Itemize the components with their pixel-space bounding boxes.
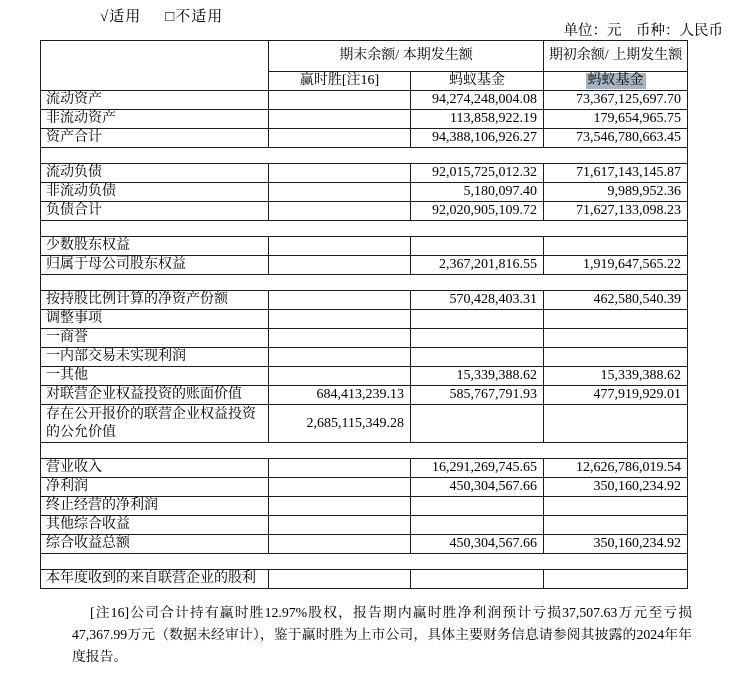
ant-fund-prior-value-cell: 73,367,125,697.70 — [544, 91, 688, 110]
yingshisheng-value-cell — [269, 535, 411, 554]
yingshisheng-column-header: 赢时胜[注16] — [269, 72, 411, 91]
associate-financials-table — [40, 40, 688, 589]
table-row — [41, 237, 688, 256]
ant-fund-current-value-cell: 585,767,791.93 — [411, 386, 544, 405]
ant-fund-current-value-cell: 113,858,922.19 — [411, 110, 544, 129]
table-body — [41, 91, 688, 589]
ant-fund-prior-value-cell: 12,626,786,019.54 — [544, 459, 688, 478]
yingshisheng-value-cell — [269, 310, 411, 329]
row-label-cell: 资产合计 — [41, 129, 269, 148]
ant-fund-current-value-cell — [411, 237, 544, 256]
table-row — [41, 497, 688, 516]
table-row — [41, 405, 688, 443]
ant-fund-prior-value-cell: 350,160,234.92 — [544, 535, 688, 554]
yingshisheng-value-cell — [269, 570, 411, 589]
row-label-cell: 少数股东权益 — [41, 237, 269, 256]
yingshisheng-value-cell — [269, 91, 411, 110]
ant-fund-current-value-cell: 92,015,725,012.32 — [411, 164, 544, 183]
table-row — [41, 129, 688, 148]
yingshisheng-value-cell — [269, 237, 411, 256]
ant-fund-prior-value-cell: 71,627,133,098.23 — [544, 202, 688, 221]
unit-currency-label: 单位：元 币种：人民币 — [563, 23, 723, 39]
spacer-row — [41, 148, 688, 164]
yingshisheng-value-cell — [269, 348, 411, 367]
table-row — [41, 367, 688, 386]
table-row — [41, 459, 688, 478]
ant-fund-current-value-cell — [411, 516, 544, 535]
footnote-note16: [注16]公司合计持有赢时胜12.97%股权，报告期内赢时胜净利润预计亏损37,507.63万元至亏损47,367.99万元（数据未经审计），鉴于赢时胜为上市公司，具体主要财务信息请参阅其披露的2024年年度报告。 — [72, 605, 692, 664]
ant-fund-current-value-cell — [411, 310, 544, 329]
yingshisheng-value-cell — [269, 110, 411, 129]
ant-fund-prior-value-cell — [544, 329, 688, 348]
row-label-cell: 营业收入 — [41, 459, 269, 478]
table-row — [41, 291, 688, 310]
row-label-cell: 调整事项 — [41, 310, 269, 329]
period-end-group-header: 期末余额/ 本期发生额 — [269, 41, 544, 72]
yingshisheng-value-cell — [269, 367, 411, 386]
row-label-cell: 净利润 — [41, 478, 269, 497]
row-label-header-cell — [41, 41, 269, 91]
row-label-cell: 非流动负债 — [41, 183, 269, 202]
ant-fund-prior-value-cell: 15,339,388.62 — [544, 367, 688, 386]
spacer-row — [41, 221, 688, 237]
ant-fund-current-value-cell: 570,428,403.31 — [411, 291, 544, 310]
row-label-cell: 一内部交易未实现利润 — [41, 348, 269, 367]
row-label-cell: 流动负债 — [41, 164, 269, 183]
ant-fund-current-value-cell: 94,274,248,004.08 — [411, 91, 544, 110]
table-row — [41, 516, 688, 535]
table-row — [41, 183, 688, 202]
ant-fund-prior-value-cell — [544, 497, 688, 516]
yingshisheng-value-cell — [269, 497, 411, 516]
ant-fund-prior-value-cell: 71,617,143,145.87 — [544, 164, 688, 183]
ant-fund-prior-column-header — [544, 72, 688, 91]
table-row — [41, 110, 688, 129]
yingshisheng-value-cell — [269, 478, 411, 497]
yingshisheng-value-cell — [269, 183, 411, 202]
yingshisheng-value-cell — [269, 129, 411, 148]
yingshisheng-value-cell — [269, 516, 411, 535]
ant-fund-current-value-cell: 15,339,388.62 — [411, 367, 544, 386]
ant-fund-current-value-cell — [411, 570, 544, 589]
table-row — [41, 478, 688, 497]
applicability-line — [100, 5, 223, 26]
row-label-cell: 负债合计 — [41, 202, 269, 221]
table-row — [41, 202, 688, 221]
row-label-cell: 终止经营的净利润 — [41, 497, 269, 516]
yingshisheng-value-cell — [269, 164, 411, 183]
spacer-row — [41, 275, 688, 291]
row-label-cell: 归属于母公司股东权益 — [41, 256, 269, 275]
row-label-cell: 一商誉 — [41, 329, 269, 348]
spacer-cell — [41, 221, 688, 237]
spacer-cell — [41, 443, 688, 459]
ant-fund-prior-value-cell: 9,989,952.36 — [544, 183, 688, 202]
ant-fund-current-column-header: 蚂蚁基金 — [411, 72, 544, 91]
ant-fund-prior-value-cell: 179,654,965.75 — [544, 110, 688, 129]
ant-fund-prior-value-cell — [544, 570, 688, 589]
ant-fund-prior-highlighted-text: 蚂蚁基金 — [587, 73, 644, 89]
yingshisheng-value-cell: 684,413,239.13 — [269, 386, 411, 405]
ant-fund-current-value-cell — [411, 405, 544, 443]
row-label-cell: 本年度收到的来自联营企业的股利 — [41, 570, 269, 589]
ant-fund-prior-value-cell: 462,580,540.39 — [544, 291, 688, 310]
yingshisheng-value-cell — [269, 329, 411, 348]
applicable-checked-option: √适用 — [100, 9, 142, 25]
table-row — [41, 570, 688, 589]
yingshisheng-value-cell — [269, 202, 411, 221]
row-label-cell: 存在公开报价的联营企业权益投资的公允价值 — [41, 405, 269, 443]
spacer-cell — [41, 275, 688, 291]
not-applicable-option: □不适用 — [165, 9, 224, 25]
row-label-cell: 对联营企业权益投资的账面价值 — [41, 386, 269, 405]
table-row — [41, 310, 688, 329]
yingshisheng-value-cell — [269, 291, 411, 310]
row-label-cell: 非流动资产 — [41, 110, 269, 129]
table-row — [41, 91, 688, 110]
table-row — [41, 256, 688, 275]
ant-fund-current-value-cell: 450,304,567.66 — [411, 535, 544, 554]
table-row — [41, 535, 688, 554]
ant-fund-prior-value-cell — [544, 237, 688, 256]
ant-fund-current-value-cell: 16,291,269,745.65 — [411, 459, 544, 478]
header-group-row — [41, 41, 688, 72]
table-row — [41, 329, 688, 348]
ant-fund-current-value-cell: 450,304,567.66 — [411, 478, 544, 497]
spacer-row — [41, 554, 688, 570]
spacer-cell — [41, 554, 688, 570]
spacer-cell — [41, 148, 688, 164]
ant-fund-prior-value-cell: 1,919,647,565.22 — [544, 256, 688, 275]
ant-fund-current-value-cell: 94,388,106,926.27 — [411, 129, 544, 148]
ant-fund-prior-value-cell: 477,919,929.01 — [544, 386, 688, 405]
table-row — [41, 386, 688, 405]
yingshisheng-value-cell — [269, 459, 411, 478]
ant-fund-prior-value-cell — [544, 348, 688, 367]
ant-fund-current-value-cell — [411, 497, 544, 516]
row-label-cell: 其他综合收益 — [41, 516, 269, 535]
ant-fund-current-value-cell — [411, 348, 544, 367]
yingshisheng-value-cell — [269, 256, 411, 275]
ant-fund-prior-value-cell — [544, 516, 688, 535]
row-label-cell: 流动资产 — [41, 91, 269, 110]
spacer-row — [41, 443, 688, 459]
row-label-cell: 按持股比例计算的净资产份额 — [41, 291, 269, 310]
table-row — [41, 164, 688, 183]
ant-fund-prior-value-cell — [544, 310, 688, 329]
ant-fund-current-value-cell: 92,020,905,109.72 — [411, 202, 544, 221]
ant-fund-prior-value-cell: 73,546,780,663.45 — [544, 129, 688, 148]
table-row — [41, 348, 688, 367]
ant-fund-current-value-cell — [411, 329, 544, 348]
table-header — [41, 41, 688, 91]
ant-fund-prior-value-cell: 350,160,234.92 — [544, 478, 688, 497]
yingshisheng-value-cell: 2,685,115,349.28 — [269, 405, 411, 443]
ant-fund-current-value-cell: 5,180,097.40 — [411, 183, 544, 202]
period-begin-group-header: 期初余额/ 上期发生额 — [544, 41, 688, 72]
ant-fund-current-value-cell: 2,367,201,816.55 — [411, 256, 544, 275]
row-label-cell: 综合收益总额 — [41, 535, 269, 554]
ant-fund-prior-value-cell — [544, 405, 688, 443]
row-label-cell: 一其他 — [41, 367, 269, 386]
